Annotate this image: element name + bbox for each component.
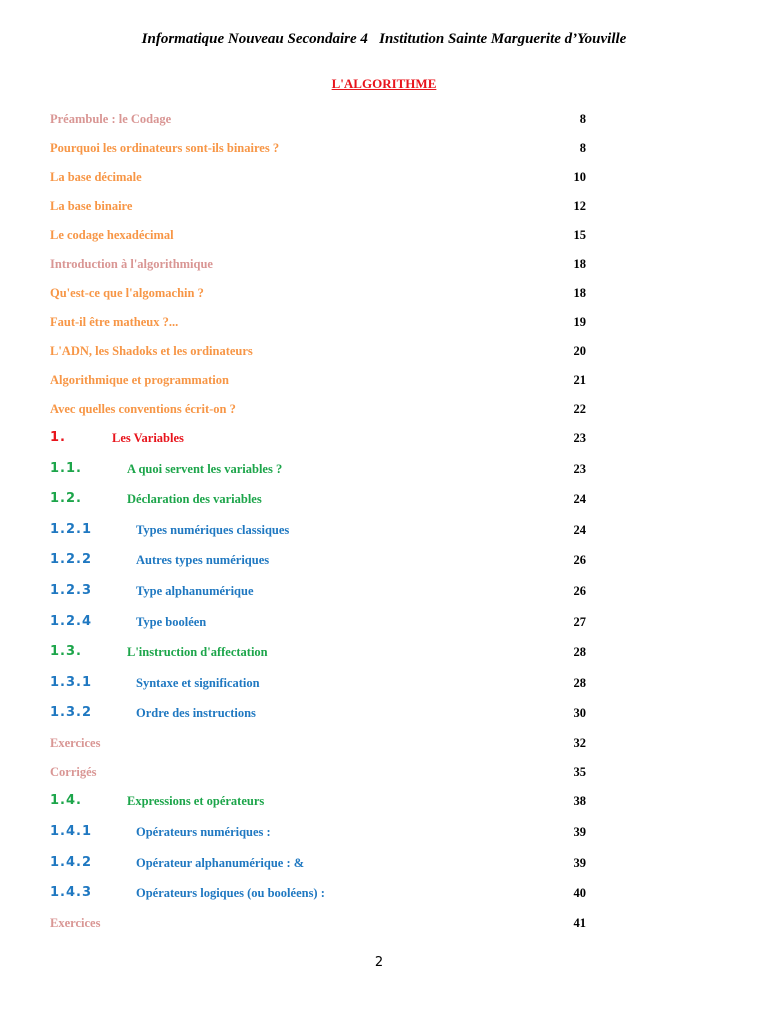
toc-section-number: 1.4.3 <box>50 885 93 900</box>
toc-entry[interactable] <box>50 673 586 693</box>
toc-section-number: 1.1. <box>50 461 82 476</box>
toc-entry-title: Pourquoi les ordinateurs sont-ils binaires ? <box>50 141 280 155</box>
toc-page-number: 22 <box>573 402 586 416</box>
toc-page-number: 39 <box>573 825 586 839</box>
toc-entry-title: Faut-il être matheux ?... <box>50 315 179 329</box>
toc-page-number: 18 <box>573 257 586 271</box>
toc-section-number: 1.2. <box>50 491 82 506</box>
toc-entry-title: Exercices <box>50 916 101 930</box>
toc-entry[interactable] <box>50 550 586 570</box>
toc-section-number: 1.2.3 <box>50 583 93 598</box>
toc-section-number: 1.3.1 <box>50 675 93 690</box>
toc-page-number: 28 <box>573 645 586 659</box>
page-number: 2 <box>374 955 384 970</box>
toc-entry[interactable] <box>50 459 586 479</box>
toc-entry-title: Opérateurs logiques (ou booléens) : <box>136 886 325 900</box>
toc-entry[interactable] <box>50 520 586 540</box>
toc-section-number: 1.2.1 <box>50 522 93 537</box>
toc-entry[interactable] <box>50 370 586 390</box>
toc-section-number: 1.2.2 <box>50 552 93 567</box>
toc-entry[interactable] <box>50 138 586 158</box>
toc-page-number: 24 <box>573 492 586 506</box>
toc-entry-title: Les Variables <box>112 431 184 445</box>
toc-entry-title: Préambule : le Codage <box>50 112 172 126</box>
toc-page-number: 24 <box>573 523 586 537</box>
toc-page-number: 26 <box>573 584 586 598</box>
toc-entry[interactable] <box>50 283 586 303</box>
toc-page-number: 27 <box>573 615 586 629</box>
toc-page-number: 23 <box>573 462 586 476</box>
page-header: Informatique Nouveau Secondaire 4 Institution Sainte Marguerite d’Youville <box>141 31 627 47</box>
toc-page-number: 10 <box>573 170 586 184</box>
toc-entry[interactable] <box>50 642 586 662</box>
toc-entry[interactable] <box>50 883 586 903</box>
toc-entry-title: Introduction à l'algorithmique <box>50 257 213 271</box>
toc-page-number: 39 <box>573 856 586 870</box>
toc-section-number: 1.3. <box>50 644 82 659</box>
toc-entry-title: Le codage hexadécimal <box>50 228 174 242</box>
toc-entry[interactable] <box>50 312 586 332</box>
toc-entry-title: A quoi servent les variables ? <box>127 462 283 476</box>
toc-entry-title: Expressions et opérateurs <box>127 794 265 808</box>
toc-entry-title: Syntaxe et signification <box>136 676 260 690</box>
toc-entry-title: Opérateur alphanumérique : & <box>136 856 305 870</box>
toc-entry[interactable] <box>50 399 586 419</box>
toc-entry-title: Autres types numériques <box>136 553 270 567</box>
toc-entry[interactable] <box>50 254 586 274</box>
toc-entry-title: Type booléen <box>136 615 207 629</box>
toc-entry-title: Algorithmique et programmation <box>50 373 229 387</box>
toc-entry-title: Qu'est-ce que l'algomachin ? <box>50 286 204 300</box>
toc-entry[interactable] <box>50 489 586 509</box>
toc-page-number: 41 <box>573 916 586 930</box>
toc-page-number: 20 <box>573 344 586 358</box>
toc-page-number: 35 <box>573 765 586 779</box>
toc-entry[interactable] <box>50 762 586 782</box>
toc-entry[interactable] <box>50 109 586 129</box>
toc-entry[interactable] <box>50 612 586 632</box>
toc-page-number: 21 <box>573 373 586 387</box>
toc-section-number: 1.3.2 <box>50 705 93 720</box>
toc-page-number: 19 <box>573 315 586 329</box>
toc-entry-title: Ordre des instructions <box>136 706 256 720</box>
toc-entry[interactable] <box>50 822 586 842</box>
toc-page-number: 30 <box>573 706 586 720</box>
toc-section-number: 1.2.4 <box>50 614 93 629</box>
toc-entry-title: Déclaration des variables <box>127 492 262 506</box>
toc-section-number: 1.4.1 <box>50 824 93 839</box>
toc-page-number: 26 <box>573 553 586 567</box>
toc-page-number: 38 <box>573 794 586 808</box>
toc-entry-title: Exercices <box>50 736 101 750</box>
toc-page-number: 32 <box>573 736 586 750</box>
toc-entry-title: L'instruction d'affectation <box>127 645 268 659</box>
toc-entry[interactable] <box>50 341 586 361</box>
document-title: L'ALGORITHME <box>331 76 437 91</box>
toc-section-number: 1.4.2 <box>50 855 93 870</box>
toc-entry-title: Types numériques classiques <box>136 523 290 537</box>
toc-entry-title: L'ADN, les Shadoks et les ordinateurs <box>50 344 253 358</box>
toc-entry[interactable] <box>50 853 586 873</box>
toc-entry[interactable] <box>50 703 586 723</box>
toc-page-number: 8 <box>579 141 586 155</box>
toc-page-number: 18 <box>573 286 586 300</box>
toc-page-number: 28 <box>573 676 586 690</box>
toc-entry-title: Corrigés <box>50 765 97 779</box>
toc-page-number: 15 <box>573 228 586 242</box>
toc-entry[interactable] <box>50 913 586 933</box>
toc-entry[interactable] <box>50 428 586 448</box>
toc-page-number: 12 <box>573 199 586 213</box>
toc-page-number: 23 <box>573 431 586 445</box>
toc-entry-title: La base binaire <box>50 199 133 213</box>
toc-entry[interactable] <box>50 791 586 811</box>
toc-entry[interactable] <box>50 581 586 601</box>
toc-section-number: 1. <box>50 430 66 445</box>
toc-entry-title: Type alphanumérique <box>136 584 254 598</box>
toc-entry[interactable] <box>50 225 586 245</box>
toc-entry[interactable] <box>50 167 586 187</box>
toc-entry[interactable] <box>50 196 586 216</box>
toc-page-number: 8 <box>579 112 586 126</box>
toc-entry[interactable] <box>50 733 586 753</box>
toc-section-number: 1.4. <box>50 793 82 808</box>
toc-page-number: 40 <box>573 886 586 900</box>
toc-entry-title: Avec quelles conventions écrit-on ? <box>50 402 236 416</box>
toc-entry-title: Opérateurs numériques : <box>136 825 271 839</box>
toc-entry-title: La base décimale <box>50 170 142 184</box>
